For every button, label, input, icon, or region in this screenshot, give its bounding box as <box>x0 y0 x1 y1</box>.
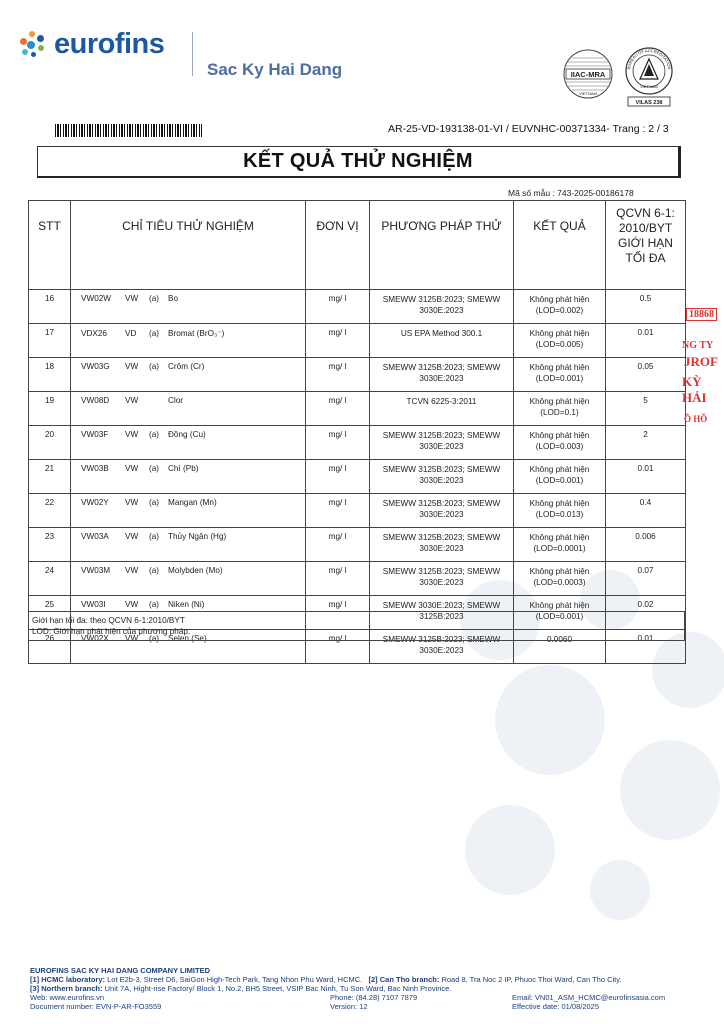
footer-address-line: [1] HCMC laboratory: Lot E2b-3, Street D6, SaiGon High-Tech Park, Tang Nhon Phu Ward, HCMC. [2] Can Tho branch: Road 8, Tra Noc 2 IP, Phuoc Thoi Ward, Can Tho City. <box>30 975 622 984</box>
stamp-text: KỲ HẢI <box>682 374 707 405</box>
method-line: 3030E:2023 <box>419 578 464 587</box>
parameter-name: Molybden (Mo) <box>168 566 223 575</box>
logo-text: eurofins <box>54 27 165 60</box>
results-table <box>28 200 686 664</box>
cell-result <box>514 460 606 494</box>
parameter-name: Đồng (Cu) <box>168 430 206 439</box>
table-row <box>29 392 686 426</box>
cell-result <box>514 494 606 528</box>
table-header-row <box>29 201 686 290</box>
table-row <box>29 460 686 494</box>
test-group: VW <box>125 498 139 507</box>
accreditation-mark: (a) <box>149 362 160 371</box>
test-group: VW <box>125 396 139 405</box>
table-row <box>29 426 686 460</box>
cell-stt: 21 <box>29 460 71 494</box>
result-line: Không phát hiện <box>529 499 590 508</box>
test-code: VW03F <box>81 430 109 439</box>
cell-unit: mg/ l <box>306 324 370 358</box>
test-group: VW <box>125 634 139 643</box>
cell-method <box>370 460 514 494</box>
result-line: Không phát hiện <box>529 465 590 474</box>
svg-text:VILAS 238: VILAS 238 <box>635 100 663 106</box>
boa-accreditation-logo <box>622 46 676 110</box>
result-line: Không phát hiện <box>529 431 590 440</box>
cell-parameter <box>71 426 306 460</box>
method-line: 3030E:2023 <box>419 306 464 315</box>
method-line: TCVN 6225-3:2011 <box>406 397 477 406</box>
result-line: (LOD=0.001) <box>535 612 584 621</box>
cell-stt: 17 <box>29 324 71 358</box>
table-row <box>29 528 686 562</box>
title-box <box>37 146 681 178</box>
cell-method <box>370 290 514 324</box>
result-line: (LOD=0.001) <box>535 476 584 485</box>
method-line: 3030E:2023 <box>419 646 464 655</box>
cell-method <box>370 358 514 392</box>
cell-stt: 20 <box>29 426 71 460</box>
stamp-text: JROF <box>684 354 718 369</box>
test-code: VW03G <box>81 362 110 371</box>
method-line: 3030E:2023 <box>419 442 464 451</box>
cell-limit: 0.01 <box>606 630 686 664</box>
footer-effective-date: Effective date: 01/08/2025 <box>512 1002 600 1011</box>
result-line: Không phát hiện <box>529 397 590 406</box>
svg-text:IIAC-MRA: IIAC-MRA <box>570 70 606 79</box>
cell-result <box>514 358 606 392</box>
result-line: Không phát hiện <box>529 533 590 542</box>
header-result: KẾT QUẢ <box>514 201 606 290</box>
cell-limit: 0.02 <box>606 596 686 630</box>
method-line: 3125B:2023 <box>419 612 464 621</box>
header-limit <box>606 201 686 290</box>
cell-limit: 5 <box>606 392 686 426</box>
accreditation-mark: (a) <box>149 430 160 439</box>
parameter-name: Selen (Se) <box>168 634 207 643</box>
test-code: VW02X <box>81 634 109 643</box>
stamp-text: 18868 <box>686 308 717 321</box>
test-code: VW02W <box>81 294 112 303</box>
parameter-name: Mangan (Mn) <box>168 498 217 507</box>
result-line: (LOD=0.013) <box>535 510 584 519</box>
cell-result <box>514 562 606 596</box>
method-line: 3030E:2023 <box>419 476 464 485</box>
table-row <box>29 494 686 528</box>
method-line: 3030E:2023 <box>419 544 464 553</box>
sample-code: Mã số mẫu : 743-2025-00186178 <box>508 188 634 198</box>
method-line: SMEWW 3030E:2023; SMEWW <box>382 601 501 610</box>
test-group: VD <box>125 329 137 338</box>
cell-limit: 0.05 <box>606 358 686 392</box>
header-unit: ĐƠN VỊ <box>306 201 370 290</box>
cell-method <box>370 562 514 596</box>
cell-unit: mg/ l <box>306 392 370 426</box>
method-line: SMEWW 3125B:2023; SMEWW <box>382 465 501 474</box>
result-line: (LOD=0.003) <box>535 442 584 451</box>
report-reference: AR-25-VD-193138-01-VI / EUVNHC-00371334- Trang : 2 / 3 <box>388 123 669 135</box>
method-line: SMEWW 3125B:2023; SMEWW <box>382 363 501 372</box>
result-line: (LOD=0.005) <box>535 340 584 349</box>
eurofins-logo <box>18 24 164 64</box>
subsidiary-name: Sac Ky Hai Dang <box>207 60 343 79</box>
cell-stt: 22 <box>29 494 71 528</box>
cell-unit: mg/ l <box>306 562 370 596</box>
test-code: VW03A <box>81 532 109 541</box>
test-group: VW <box>125 532 139 541</box>
stamp-text: Ô HỒ <box>684 414 708 424</box>
test-group: VW <box>125 600 139 609</box>
parameter-name: Niken (Ni) <box>168 600 205 609</box>
svg-text:BUREAU OF ACCREDITATION: BUREAU OF ACCREDITATION <box>626 47 672 70</box>
header-limit-line: GIỚI HẠN <box>618 236 673 250</box>
cell-unit: mg/ l <box>306 290 370 324</box>
cell-result <box>514 426 606 460</box>
method-line: SMEWW 3125B:2023; SMEWW <box>382 635 501 644</box>
cell-limit: 0.07 <box>606 562 686 596</box>
test-group: VW <box>125 566 139 575</box>
accreditation-mark: (a) <box>149 498 160 507</box>
test-code: VW02Y <box>81 498 109 507</box>
cell-method <box>370 528 514 562</box>
cell-parameter <box>71 528 306 562</box>
table-row <box>29 290 686 324</box>
accreditation-mark: (a) <box>149 294 160 303</box>
method-line: US EPA Method 300.1 <box>400 329 483 338</box>
cell-stt: 24 <box>29 562 71 596</box>
document-title: KẾT QUẢ THỬ NGHIỆM <box>243 150 473 172</box>
result-line: (LOD=0.0001) <box>533 544 586 553</box>
accreditation-mark: (a) <box>149 464 160 473</box>
result-line: Không phát hiện <box>529 329 590 338</box>
logo-dots-icon <box>18 29 48 59</box>
accreditation-mark: (a) <box>149 634 160 643</box>
cell-unit: mg/ l <box>306 426 370 460</box>
footer <box>30 966 710 1011</box>
cell-result <box>514 324 606 358</box>
parameter-name: Chì (Pb) <box>168 464 199 473</box>
method-line: SMEWW 3125B:2023; SMEWW <box>382 295 501 304</box>
cell-unit: mg/ l <box>306 494 370 528</box>
cell-unit: mg/ l <box>306 596 370 630</box>
table-row <box>29 324 686 358</box>
footer-address-line: [3] Northern branch: Unit 7A, Hight-rise Factory/ Block 1, No.2, BH5 Street, VSIP Bac Ninh, Tu Son Ward, Bac Ninh Province. <box>30 984 452 993</box>
header-limit-line: 2010/BYT <box>618 221 673 235</box>
header-param: CHỈ TIÊU THỬ NGHIỆM <box>71 201 306 290</box>
cell-limit: 0.01 <box>606 324 686 358</box>
result-line: (LOD=0.0003) <box>533 578 586 587</box>
cell-method <box>370 392 514 426</box>
test-code: VW03M <box>81 566 111 575</box>
cell-stt: 25 <box>29 596 71 630</box>
cell-unit: mg/ l <box>306 358 370 392</box>
svg-text:VIETNAM: VIETNAM <box>640 84 658 89</box>
cell-unit: mg/ l <box>306 460 370 494</box>
result-line: Không phát hiện <box>529 295 590 304</box>
barcode <box>55 124 202 137</box>
cell-stt: 26 <box>29 630 71 664</box>
cell-parameter <box>71 290 306 324</box>
parameter-name: Bo <box>168 294 179 303</box>
cell-parameter <box>71 460 306 494</box>
result-line: (LOD=0.002) <box>535 306 584 315</box>
result-line: Không phát hiện <box>529 363 590 372</box>
footer-company: EUROFINS SAC KY HAI DANG COMPANY LIMITED <box>30 966 211 975</box>
cell-stt: 16 <box>29 290 71 324</box>
test-code: VW03I <box>81 600 106 609</box>
svg-text:VIETNAM: VIETNAM <box>579 91 597 96</box>
result-line: (LOD=0.1) <box>540 408 579 417</box>
accreditation-mark: (a) <box>149 600 160 609</box>
test-code: VDX26 <box>81 329 107 338</box>
cell-unit: mg/ l <box>306 630 370 664</box>
method-line: SMEWW 3125B:2023; SMEWW <box>382 431 501 440</box>
method-line: SMEWW 3125B:2023; SMEWW <box>382 499 501 508</box>
header-divider <box>192 32 193 76</box>
footer-email: Email: VN01_ASM_HCMC@eurofinsasia.com <box>512 993 666 1002</box>
cell-method <box>370 494 514 528</box>
table-row <box>29 358 686 392</box>
stamp-text: NG TY <box>682 340 714 351</box>
test-group: VW <box>125 464 139 473</box>
test-code: VW08D <box>81 396 110 405</box>
footer-version: Version: 12 <box>330 1002 368 1011</box>
cell-result <box>514 392 606 426</box>
test-code: VW03B <box>81 464 109 473</box>
method-line: SMEWW 3125B:2023; SMEWW <box>382 567 501 576</box>
cell-parameter <box>71 494 306 528</box>
result-line: Không phát hiện <box>529 567 590 576</box>
cell-limit: 0.5 <box>606 290 686 324</box>
notes-box <box>28 611 685 641</box>
company-stamp <box>672 300 724 435</box>
cell-method <box>370 426 514 460</box>
footer-document-number: Document number: EVN-P-AR-FO3559 <box>30 1002 162 1011</box>
cell-unit: mg/ l <box>306 528 370 562</box>
cell-stt: 23 <box>29 528 71 562</box>
footer-phone: Phone: (84.28) 7107 7879 <box>330 993 418 1002</box>
parameter-name: Crôm (Cr) <box>168 362 205 371</box>
method-line: 3030E:2023 <box>419 374 464 383</box>
header-method: PHƯƠNG PHÁP THỬ <box>370 201 514 290</box>
cell-result <box>514 290 606 324</box>
result-line: 0.0060 <box>546 635 573 644</box>
accreditation-mark: (a) <box>149 566 160 575</box>
header-stt: STT <box>29 201 71 290</box>
cell-limit: 2 <box>606 426 686 460</box>
test-group: VW <box>125 294 139 303</box>
footer-contact-row <box>30 993 710 1002</box>
cell-result <box>514 528 606 562</box>
note-limit: Giới hạn tối đa: theo QCVN 6-1:2010/BYT <box>32 616 185 625</box>
cell-stt: 19 <box>29 392 71 426</box>
cell-parameter <box>71 358 306 392</box>
accreditation-mark: (a) <box>149 532 160 541</box>
cell-method <box>370 324 514 358</box>
header-limit-line: QCVN 6-1: <box>616 206 675 220</box>
footer-doc-row <box>30 1002 710 1011</box>
parameter-name: Thủy Ngân (Hg) <box>168 532 227 541</box>
cell-parameter <box>71 562 306 596</box>
result-line: Không phát hiện <box>529 601 590 610</box>
cell-parameter <box>71 324 306 358</box>
test-group: VW <box>125 362 139 371</box>
cell-limit: 0.4 <box>606 494 686 528</box>
cell-stt: 18 <box>29 358 71 392</box>
parameter-name: Clor <box>168 396 184 405</box>
ilac-mra-logo <box>562 48 614 100</box>
accreditation-mark: (a) <box>149 329 160 338</box>
test-group: VW <box>125 430 139 439</box>
header-limit-line: TỐI ĐA <box>625 251 666 265</box>
result-line: (LOD=0.001) <box>535 374 584 383</box>
cell-parameter <box>71 392 306 426</box>
note-lod: LOD: Giới hạn phát hiện của phương pháp. <box>32 627 191 636</box>
footer-web: Web: www.eurofins.vn <box>30 993 105 1002</box>
method-line: 3030E:2023 <box>419 510 464 519</box>
method-line: SMEWW 3125B:2023; SMEWW <box>382 533 501 542</box>
parameter-name: Bromat (BrO₃⁻) <box>168 329 225 338</box>
cell-limit: 0.006 <box>606 528 686 562</box>
cell-limit: 0.01 <box>606 460 686 494</box>
table-row <box>29 562 686 596</box>
